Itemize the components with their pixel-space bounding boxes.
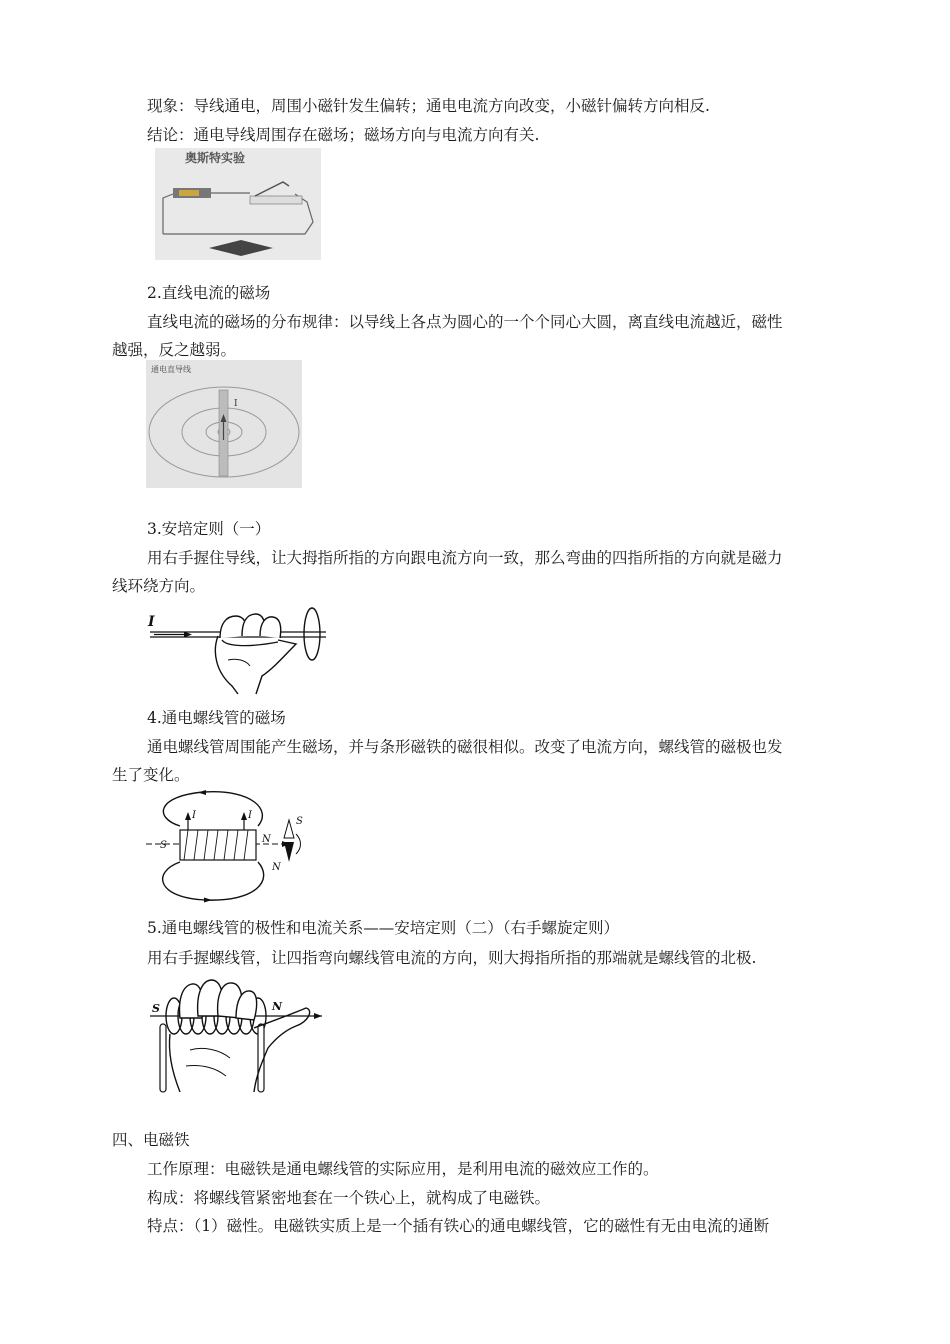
paragraph-ampere-rule-two: 用右手握螺线管，让四指弯向螺线管电流的方向，则大拇指所指的那端就是螺线管的北极. xyxy=(147,949,757,967)
heading-ampere-rule-two: 5.通电螺线管的极性和电流关系——安培定则（二）（右手螺旋定则） xyxy=(147,919,620,937)
heading-solenoid-field: 4.通电螺线管的磁场 xyxy=(147,709,286,727)
paragraph-construction: 构成：将螺线管紧密地套在一个铁心上，就构成了电磁铁。 xyxy=(147,1189,551,1207)
solenoid-pole-n: N xyxy=(262,834,271,845)
wire-current-label: I xyxy=(234,399,238,409)
paragraph-solenoid-field-1: 通电螺线管周围能产生磁场，并与条形磁铁的磁很相似。改变了电流方向，螺线管的磁极也发 xyxy=(147,738,783,756)
oersted-experiment-figure xyxy=(155,148,321,260)
ampere-rule-two-figure xyxy=(146,972,326,1096)
paragraph-working-principle: 工作原理：电磁铁是通电螺线管的实际应用，是利用电流的磁效应工作的。 xyxy=(147,1160,659,1178)
paragraph-ampere-rule-one-1: 用右手握住导线，让大拇指所指的方向跟电流方向一致，那么弯曲的四指所指的方向就是磁力 xyxy=(147,549,783,567)
solenoid-current-label-2: I xyxy=(248,810,252,821)
solenoid-field-figure xyxy=(144,790,312,904)
ampere-one-current-label: I xyxy=(148,614,155,630)
paragraph-features: 特点：（1）磁性。电磁铁实质上是一个插有铁心的通电螺线管，它的磁性有无由电流的通断 xyxy=(147,1217,770,1235)
compass-needle-s: S xyxy=(296,816,303,827)
paragraph-solenoid-field-2: 生了变化。 xyxy=(112,766,190,784)
oersted-figure-title: 奥斯特实验 xyxy=(185,151,246,165)
heading-electromagnet: 四、电磁铁 xyxy=(112,1131,190,1149)
paragraph-straight-current-rule-1: 直线电流的磁场的分布规律：以导线上各点为圆心的一个个同心大圆，离直线电流越近，磁性 xyxy=(147,313,783,331)
paragraph-straight-current-rule-2: 越强，反之越弱。 xyxy=(112,341,237,359)
solenoid-pole-s: S xyxy=(160,840,167,851)
paragraph-phenomenon: 现象：导线通电，周围小磁针发生偏转；通电电流方向改变，小磁针偏转方向相反. xyxy=(147,97,710,115)
wire-figure-title: 通电直导线 xyxy=(151,365,191,374)
ampere-two-pole-n: N xyxy=(272,1000,283,1013)
compass-needle-n: N xyxy=(272,862,281,873)
ampere-two-pole-s: S xyxy=(152,1002,160,1015)
ampere-rule-one-figure xyxy=(146,600,328,696)
paragraph-ampere-rule-one-2: 线环绕方向。 xyxy=(112,577,206,595)
heading-ampere-rule-one: 3.安培定则（一） xyxy=(147,520,271,538)
straight-wire-field-figure xyxy=(146,360,302,488)
heading-straight-current-field: 2.直线电流的磁场 xyxy=(147,284,271,302)
solenoid-current-label-1: I xyxy=(192,810,196,821)
paragraph-conclusion: 结论：通电导线周围存在磁场；磁场方向与电流方向有关. xyxy=(147,126,540,144)
